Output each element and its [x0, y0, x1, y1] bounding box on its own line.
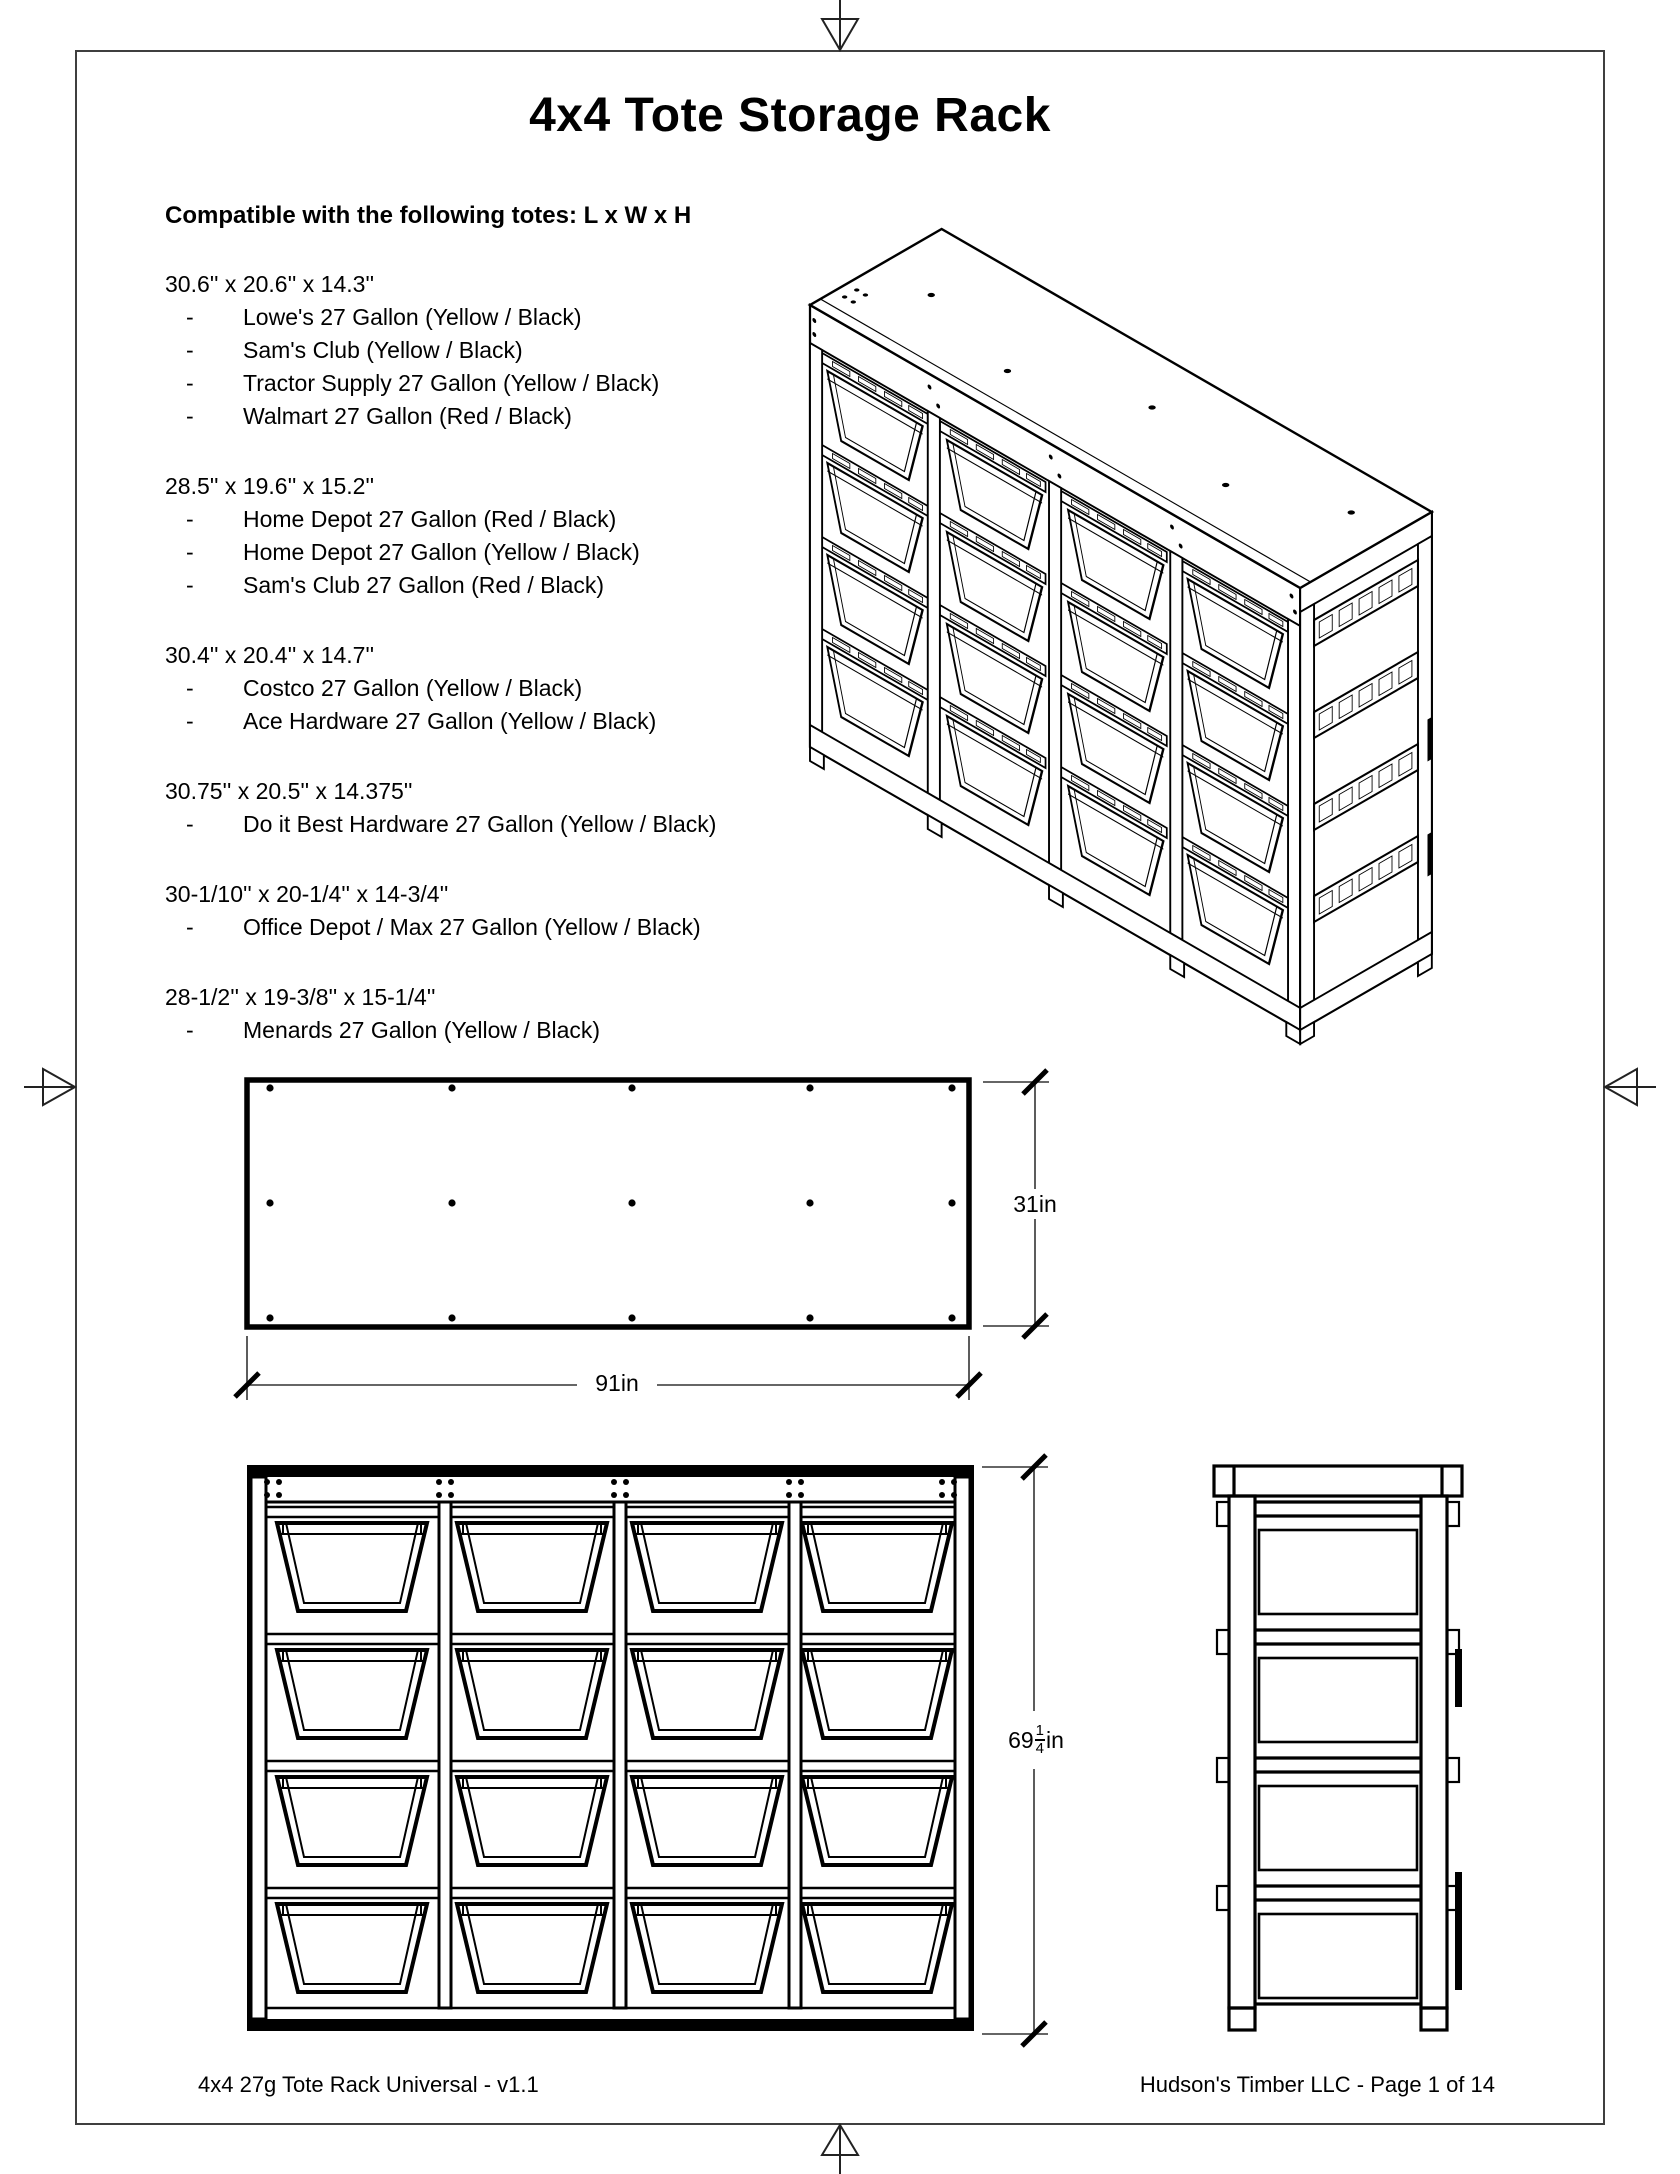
top-view-drawing [243, 1070, 1083, 1415]
dash: - [186, 337, 194, 363]
tote-item [165, 400, 716, 433]
tote-item-label: Home Depot 27 Gallon (Yellow / Black) [243, 539, 640, 565]
dash: - [186, 914, 194, 940]
tote-item-label: Office Depot / Max 27 Gallon (Yellow / Black) [243, 914, 701, 940]
tote-item [165, 503, 716, 536]
tote-item-label: Lowe's 27 Gallon (Yellow / Black) [243, 304, 582, 330]
side-view-drawing [1212, 1464, 1464, 2032]
dash: - [186, 708, 194, 734]
tote-size-heading: 30.75'' x 20.5'' x 14.375'' [165, 778, 413, 804]
tote-size-heading: 30-1/10'' x 20-1/4'' x 14-3/4'' [165, 881, 449, 907]
side-view-shelves [1255, 1502, 1421, 2004]
isometric-view-drawing [788, 195, 1523, 1055]
dash: - [186, 403, 194, 429]
compatibility-heading: Compatible with the following totes: L x W x H [165, 202, 692, 229]
tote-item-label: Home Depot 27 Gallon (Red / Black) [243, 506, 617, 532]
crop-mark-left-icon [22, 1062, 77, 1112]
tote-item-label: Do it Best Hardware 27 Gallon (Yellow / Black) [243, 811, 717, 837]
dash: - [186, 506, 194, 532]
tote-group [165, 639, 716, 738]
iso-end-face [1300, 512, 1432, 1044]
tote-item [165, 911, 716, 944]
tote-item-label: Costco 27 Gallon (Yellow / Black) [243, 675, 583, 701]
tote-group [165, 878, 716, 944]
tote-item-label: Tractor Supply 27 Gallon (Yellow / Black) [243, 370, 660, 396]
height-fraction: $\frac{1}{4}$ [1035, 1722, 1045, 1757]
tote-item [165, 536, 716, 569]
side-view-cleats [1217, 1502, 1459, 1910]
crop-mark-right-icon [1603, 1062, 1658, 1112]
tote-group [165, 470, 716, 602]
tote-item-label: Ace Hardware 27 Gallon (Yellow / Black) [243, 708, 657, 734]
depth-dimension-label: 31in [1000, 1189, 1070, 1219]
tote-item [165, 1014, 716, 1047]
tote-size-heading: 30.6'' x 20.6'' x 14.3'' [165, 271, 375, 297]
dash: - [186, 539, 194, 565]
tote-item-label: Sam's Club 27 Gallon (Red / Black) [243, 572, 605, 598]
dash: - [186, 572, 194, 598]
height-dimension-label [993, 1711, 1079, 1769]
tote-item [165, 334, 716, 367]
tote-item-label: Walmart 27 Gallon (Red / Black) [243, 403, 572, 429]
tote-item [165, 672, 716, 705]
tote-item [165, 808, 716, 841]
tote-group [165, 775, 716, 841]
front-view-drawing [246, 1464, 975, 2032]
dash: - [186, 675, 194, 701]
tote-item-label: Menards 27 Gallon (Yellow / Black) [243, 1017, 601, 1043]
tote-list [165, 268, 716, 1084]
dash: - [186, 304, 194, 330]
crop-mark-top-icon [815, 0, 865, 52]
top-view-screw-dots [266, 1084, 955, 1321]
page-title: 4x4 Tote Storage Rack [529, 89, 1051, 142]
dash: - [186, 811, 194, 837]
footer-company-page-number: Hudson's Timber LLC - Page 1 of 14 [1139, 2072, 1495, 2097]
crop-mark-bottom-icon [815, 2122, 865, 2174]
dash: - [186, 1017, 194, 1043]
tote-item [165, 301, 716, 334]
tote-size-heading: 28.5'' x 19.6'' x 15.2'' [165, 473, 375, 499]
tote-item [165, 705, 716, 738]
top-view-panel [247, 1080, 969, 1327]
tote-size-heading: 30.4'' x 20.4'' x 14.7'' [165, 642, 375, 668]
tote-group [165, 981, 716, 1047]
front-view-rails [251, 1507, 970, 2008]
dash: - [186, 370, 194, 396]
front-view-screw-dots [264, 1479, 957, 1498]
tote-item [165, 569, 716, 602]
tote-size-heading: 28-1/2'' x 19-3/8'' x 15-1/4'' [165, 984, 436, 1010]
tote-group [165, 268, 716, 433]
height-unit: in [1046, 1726, 1064, 1753]
height-whole: 69 [1008, 1726, 1034, 1753]
footer-document-version: 4x4 27g Tote Rack Universal - v1.1 [198, 2072, 539, 2097]
tote-item-label: Sam's Club (Yellow / Black) [243, 337, 523, 363]
width-dimension-label: 91in [577, 1368, 657, 1398]
tote-item [165, 367, 716, 400]
